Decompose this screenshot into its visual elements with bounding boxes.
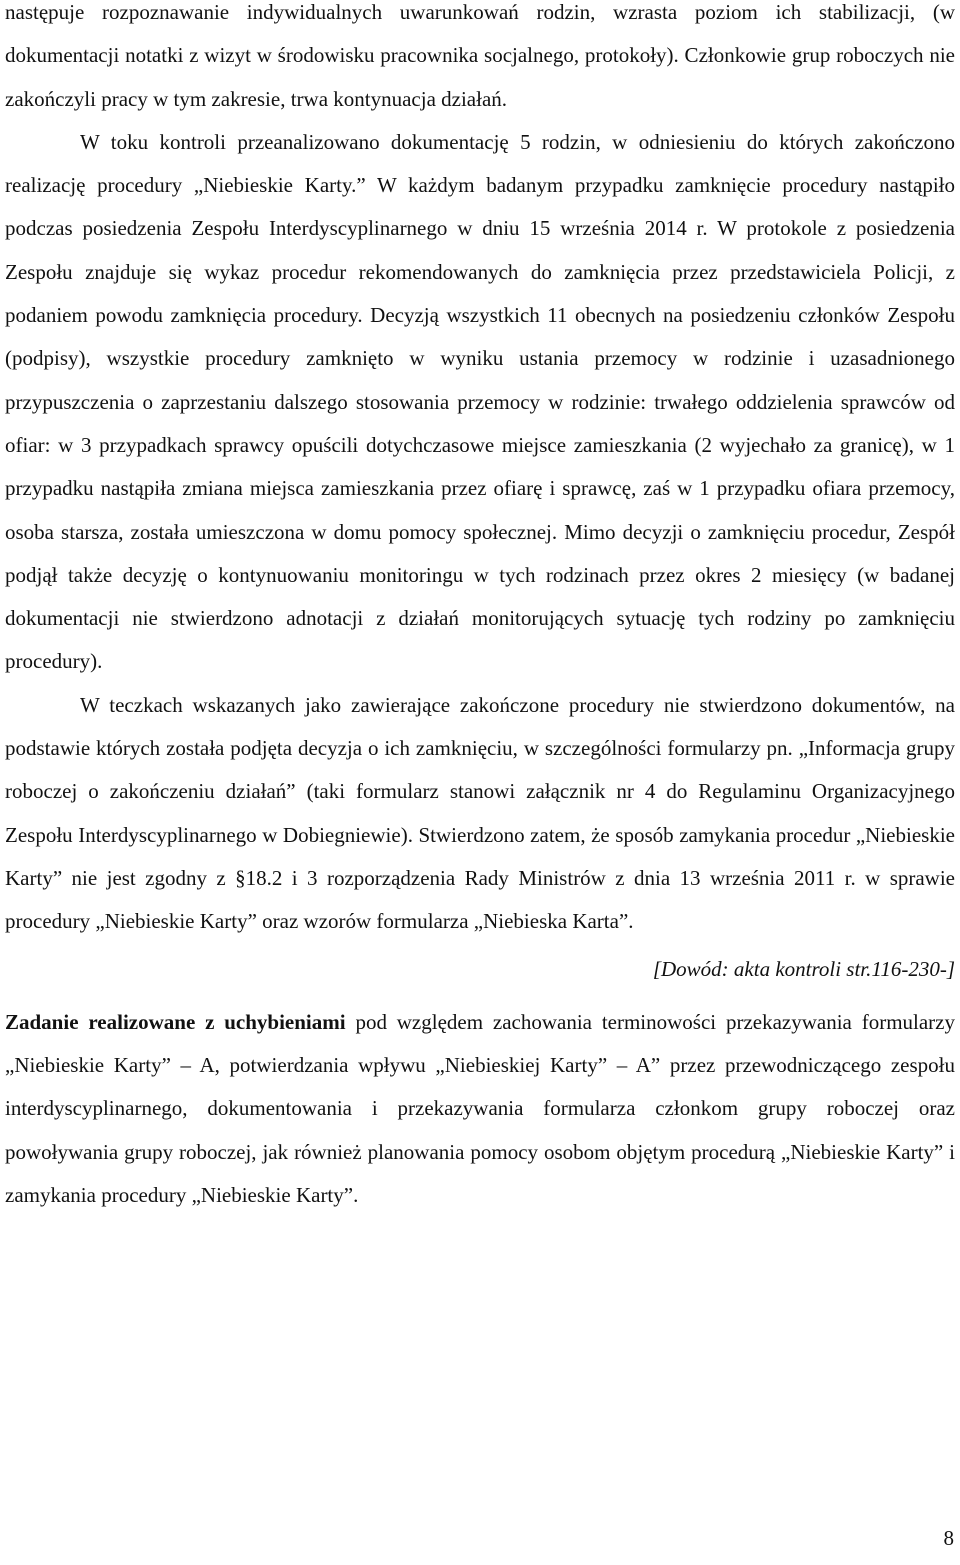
paragraph-task-assessment xyxy=(5,1001,955,1217)
page-number: 8 xyxy=(943,1526,954,1550)
paragraph-control-findings: W toku kontroli przeanalizowano dokumentację 5 rodzin, w odniesieniu do których zakończono realizację procedury „Niebieskie Karty.” W każdym badanym przypadku zamknięcie procedury nastąpiło podczas posiedzenia Zespołu Interdyscyplinarnego w dniu 15 września 2014 r. W protokole z posiedzenia Zespołu znajduje się wykaz procedur rekomendowanych do zamknięcia przez przedstawiciela Policji, z podaniem powodu zamknięcia procedury. Decyzją wszystkich 11 obecnych na posiedzeniu członków Zespołu (podpisy), wszystkie procedury zamknięto w wyniku ustania przemocy w rodzinie i uzasadnionego przypuszczenia o zaprzestaniu dalszego stosowania przemocy w rodzinie: trwałego oddzielenia sprawców od ofiar: w 3 przypadkach sprawcy opuścili dotychczasowe miejsce zamieszkania (2 wyjechało za granicę), w 1 przypadku nastąpiła zmiana miejsca zamieszkania przez ofiarę i sprawcę, zaś w 1 przypadku ofiara przemocy, osoba starsza, została umieszczona w domu pomocy społecznej. Mimo decyzji o zamknięciu procedur, Zespół podjął także decyzję o kontynuowaniu monitoringu w tych rodzinach przez okres 2 miesięcy (w badanej dokumentacji nie stwierdzono adnotacji z działań monitorujących sytuację tych rodziny po zamknięciu procedury). xyxy=(5,129,955,674)
task-assessment-heading: Zadanie realizowane z uchybieniami xyxy=(5,1009,346,1034)
evidence-reference: [Dowód: akta kontroli str.116-230-] xyxy=(652,956,955,981)
paragraph-missing-documents: W teczkach wskazanych jako zawierające zakończone procedury nie stwierdzono dokumentów, na podstawie których została podjęta decyzja o ich zamknięciu, w szczególności formularzy pn. „Informacja grupy roboczej o zakończeniu działań” (taki formularz stanowi załącznik nr 4 do Regulaminu Organizacyjnego Zespołu Interdyscyplinarnego w Dobiegniewie). Stwierdzono zatem, że sposób zamykania procedur „Niebieskie Karty” nie jest zgodny z §18.2 i 3 rozporządzenia Rady Ministrów z dnia 13 września 2011 r. w sprawie procedury „Niebieskie Karty” oraz wzorów formularza „Niebieska Karta”. xyxy=(5,692,955,934)
paragraph-stabilization: następuje rozpoznawanie indywidualnych uwarunkowań rodzin, wzrasta poziom ich stabilizacji, (w dokumentacji notatki z wizyt w środowisku pracownika socjalnego, protokoły). Członkowie grup roboczych nie zakończyli pracy w tym zakresie, trwa kontynuacja działań. xyxy=(5,0,955,111)
task-assessment-text: pod względem zachowania terminowości przekazywania formularzy „Niebieskie Karty” – A, potwierdzania wpływu „Niebieskiej Karty” – A” przez przewodniczącego zespołu interdyscyplinarnego, dokumentowania i przekazywania formularza członkom grupy roboczej oraz powoływania grupy roboczej, jak również planowania pomocy osobom objętym procedurą „Niebieskie Karty” i zamykania procedury „Niebieskie Karty”. xyxy=(5,1009,955,1208)
document-page xyxy=(5,0,955,1217)
